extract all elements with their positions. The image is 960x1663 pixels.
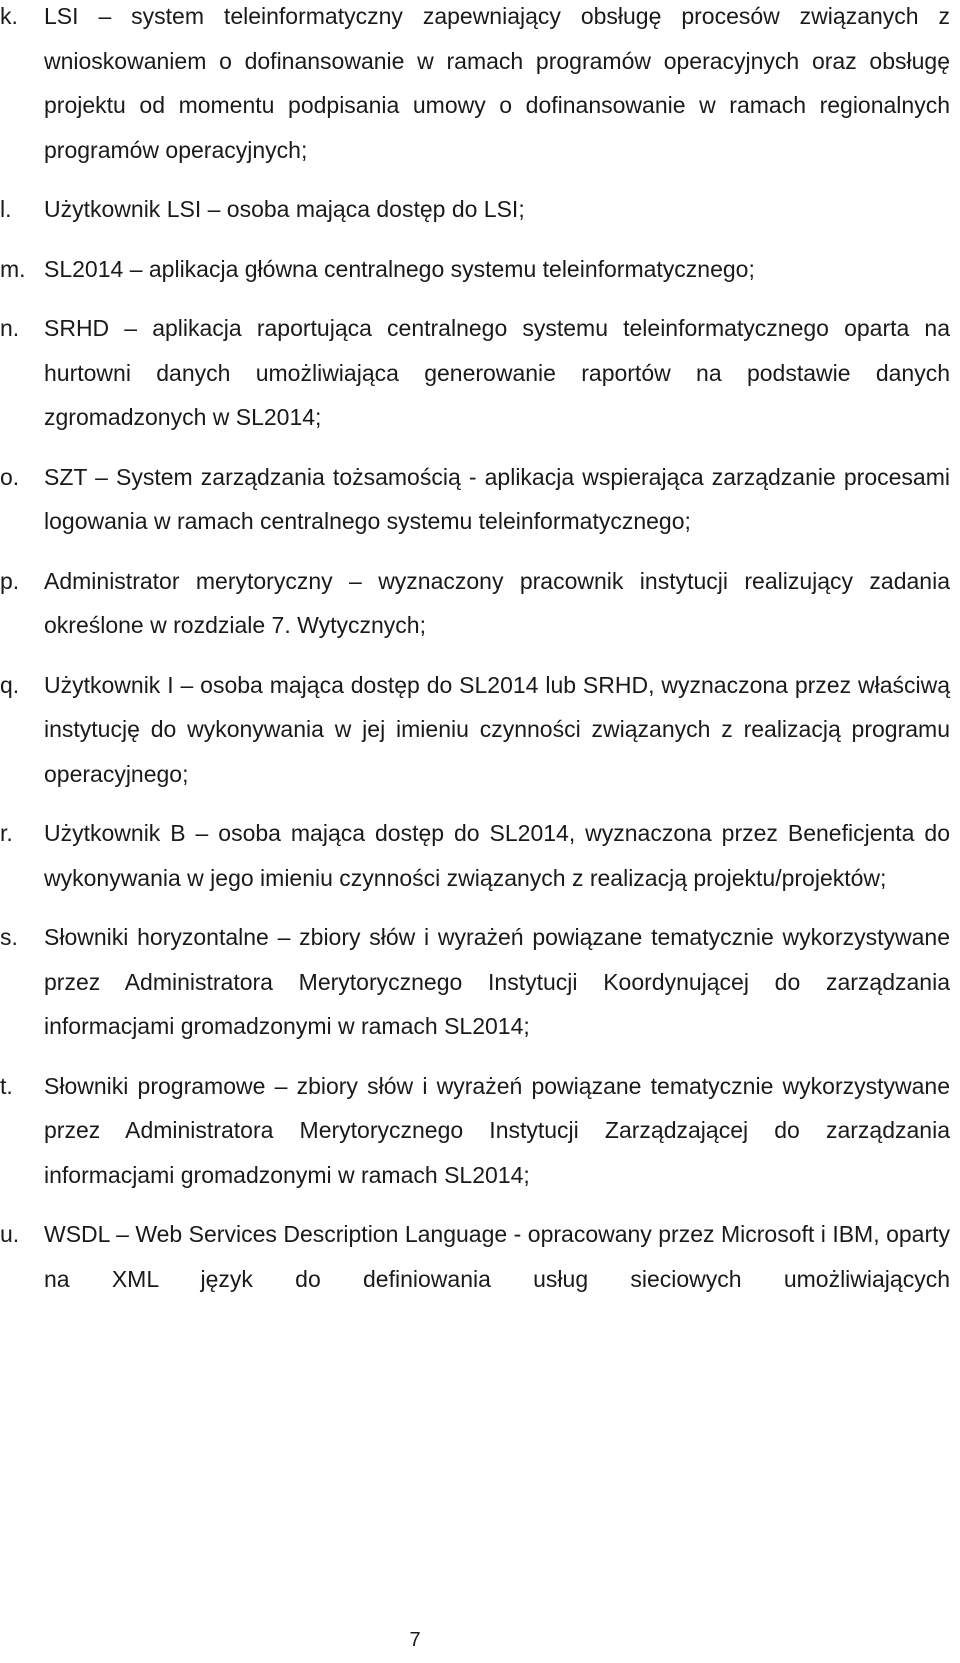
list-marker: m. bbox=[0, 255, 26, 282]
list-marker: o. bbox=[0, 463, 20, 490]
definition-item-o bbox=[0, 455, 950, 544]
list-marker: q. bbox=[0, 671, 20, 698]
definition-item-s bbox=[0, 915, 950, 1049]
list-marker: n. bbox=[0, 315, 20, 341]
list-marker: u. bbox=[0, 1221, 20, 1247]
definition-item-m bbox=[0, 247, 950, 292]
list-marker: k. bbox=[0, 3, 18, 29]
definition-item-r bbox=[0, 811, 950, 900]
definition-text: Słowniki programowe – zbiory słów i wyrażeń powiązane tematycznie wykorzystywane przez Administratora Merytorycznego Instytucji Zarządzającej do zarządzania informacjami gromadzonymi w ramach SL2014; bbox=[44, 1072, 950, 1188]
definition-text: Użytkownik B – osoba mająca dostęp do SL2014, wyznaczona przez Beneficjenta do wykonywania w jego imieniu czynności związanych z realizacją projektu/projektów; bbox=[44, 820, 950, 891]
list-marker: l. bbox=[0, 196, 12, 222]
definition-item-k bbox=[0, 0, 950, 172]
definition-text: SL2014 – aplikacja główna centralnego systemu teleinformatycznego; bbox=[44, 255, 755, 282]
definition-item-t bbox=[0, 1064, 950, 1198]
definition-text: SRHD – aplikacja raportująca centralnego systemu teleinformatycznego oparta na hurtowni danych umożliwiająca generowanie raportów na podstawie danych zgromadzonych w SL2014; bbox=[44, 315, 950, 430]
definition-item-q bbox=[0, 663, 950, 797]
definition-text: Słowniki horyzontalne – zbiory słów i wyrażeń powiązane tematycznie wykorzystywane przez Administratora Merytorycznego Instytucji Koordynującej do zarządzania informacjami gromadzonymi w ramach SL2014; bbox=[44, 924, 950, 1039]
page-number: 7 bbox=[409, 1629, 421, 1651]
definition-item-n bbox=[0, 306, 950, 440]
definition-text: SZT – System zarządzania tożsamością - aplikacja wspierająca zarządzanie procesami logowania w ramach centralnego systemu teleinformatycznego; bbox=[44, 463, 950, 534]
definition-item-p bbox=[0, 559, 950, 648]
list-marker: r. bbox=[0, 820, 13, 846]
definition-item-u bbox=[0, 1212, 950, 1301]
definition-text: WSDL – Web Services Description Language - opracowany przez Microsoft i IBM, oparty na XML język do definiowania usług sieciowych umożliwiających bbox=[44, 1221, 950, 1292]
list-marker: t. bbox=[0, 1072, 13, 1099]
definition-item-l bbox=[0, 187, 950, 232]
definition-text: Użytkownik LSI – osoba mająca dostęp do LSI; bbox=[44, 196, 525, 222]
definition-text: Administrator merytoryczny – wyznaczony pracownik instytucji realizujący zadania określone w rozdziale 7. Wytycznych; bbox=[44, 567, 950, 638]
definition-text: LSI – system teleinformatyczny zapewniający obsługę procesów związanych z wnioskowaniem o dofinansowanie w ramach programów operacyjnych oraz obsługę projektu od momentu podpisania umowy o dofinansowanie w ramach regionalnych programów operacyjnych; bbox=[44, 3, 950, 163]
definition-text: Użytkownik I – osoba mająca dostęp do SL2014 lub SRHD, wyznaczona przez właściwą instytucję do wykonywania w jej imieniu czynności związanych z realizacją programu operacyjnego; bbox=[44, 671, 950, 787]
list-marker: s. bbox=[0, 924, 18, 950]
list-marker: p. bbox=[0, 567, 20, 594]
